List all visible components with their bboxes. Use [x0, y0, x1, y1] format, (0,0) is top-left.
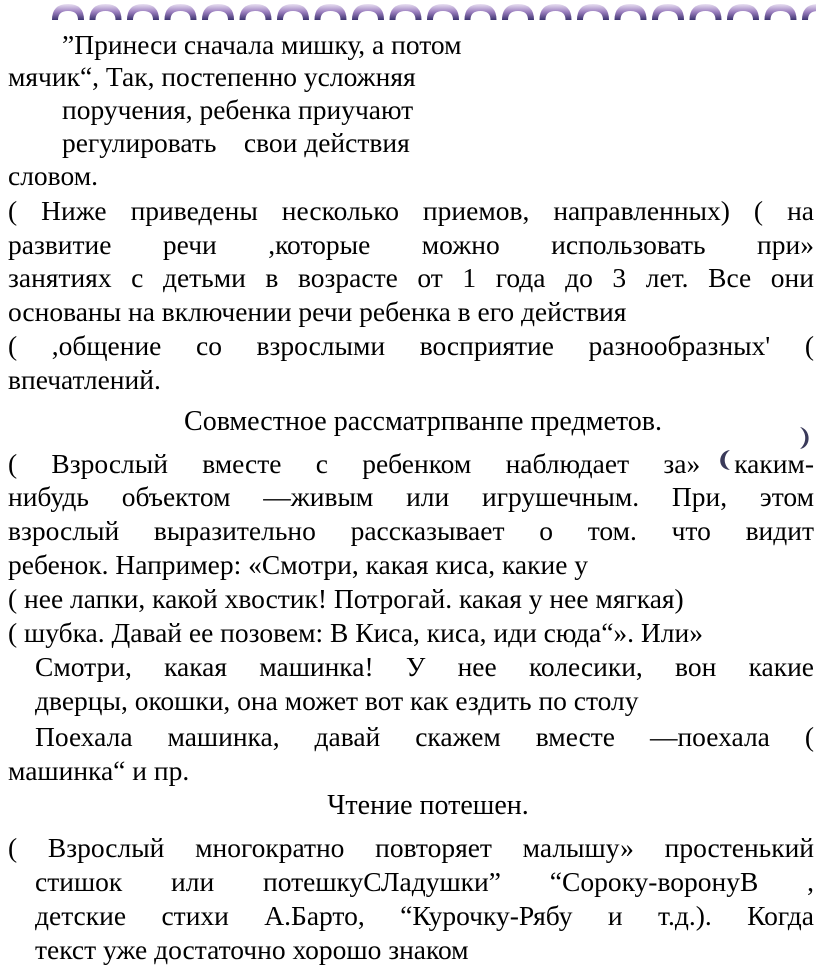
- text-line: основаны на включении речи ребенка в его действия: [8, 296, 627, 327]
- scallop-ornament: [277, 4, 309, 20]
- scallop-ornament: [802, 4, 816, 20]
- crescent-ornament-icon: [714, 447, 734, 473]
- scallop-ornament: [165, 4, 197, 20]
- scallop-ornament: [465, 4, 497, 20]
- text-line: развитие речи ,которые можно использовать при»: [8, 229, 814, 260]
- scallop-ornament: [427, 4, 459, 20]
- text-line: поручения, ребенка приучают: [62, 94, 414, 125]
- text-line: ”Принеси сначала мишку, а потом: [62, 29, 462, 60]
- scallop-ornament: [652, 4, 684, 20]
- scallop-ornament: [352, 4, 384, 20]
- text-line: [8, 447, 814, 480]
- text-line: Поехала машинка, давай скажем вместе —поехала (: [35, 721, 814, 752]
- text-line: текст уже достаточно хорошо знаком: [35, 934, 469, 965]
- scallop-ornament: [690, 4, 722, 20]
- text-line: ребенок. Например: «Смотри, какая киса, какие у: [8, 549, 589, 580]
- text-line: ( нее лапки, какой хвостик! Потрогай. какая у нее мягкая): [8, 583, 684, 614]
- text-line: мячик“, Так, постепенно усложняя: [8, 61, 416, 92]
- scallop-ornament: [727, 4, 759, 20]
- scallop-ornament: [202, 4, 234, 20]
- scallop-ornament: [90, 4, 122, 20]
- section-heading: Совместное рассматрпванпе предметов.: [184, 406, 662, 437]
- scallop-ornament: [577, 4, 609, 20]
- text-line: ( ,общение со взрослыми восприятие разнообразных' (: [8, 330, 814, 361]
- scallop-ornament: [315, 4, 347, 20]
- text-line: впечатлений.: [8, 364, 161, 395]
- text-line: машинка“ и пр.: [8, 755, 190, 786]
- scallop-ornament: [765, 4, 797, 20]
- text-line: занятиях с детьми в возрасте от 1 года до 3 лет. Все они: [8, 262, 814, 293]
- text-segment: ( Взрослый вместе с ребенком наблюдает за»: [8, 448, 701, 479]
- text-line: ( Ниже приведены несколько приемов, направленных) ( на: [8, 195, 814, 226]
- text-line: взрослый выразительно рассказывает о том. что видит: [8, 515, 814, 546]
- text-line: нибудь объектом —живым или игрушечным. При, этом: [8, 481, 814, 512]
- text-line: дверцы, окошки, она может вот как ездить по столу: [35, 685, 639, 716]
- text-line: словом.: [8, 160, 98, 191]
- scallop-ornament: [502, 4, 534, 20]
- text-line: ( Взрослый многократно повторяет малышу» простенький: [8, 832, 814, 863]
- text-line: ( шубка. Давай ее позовем: В Киса, киса, иди сюда“». Или»: [8, 617, 703, 648]
- decorative-border: [0, 0, 816, 24]
- scallop-ornament: [240, 4, 272, 20]
- scallop-ornament: [52, 4, 84, 20]
- section-heading: Чтение потешен.: [327, 790, 529, 821]
- scallop-ornament: [127, 4, 159, 20]
- text-line: детские стихи А.Барто, “Курочку-Рябу и т.д.). Когда: [35, 900, 814, 931]
- scallop-ornament: [390, 4, 422, 20]
- text-line: регулировать свои действия: [62, 127, 410, 158]
- scallop-ornament: [615, 4, 647, 20]
- scallop-ornament: [540, 4, 572, 20]
- text-line: стишок или потешкуСЛадушки” “Сороку-воронуВ ,: [35, 866, 814, 897]
- text-line: Смотри, какая машинка! У нее колесики, вон какие: [35, 651, 814, 682]
- text-segment: каким-: [734, 448, 814, 479]
